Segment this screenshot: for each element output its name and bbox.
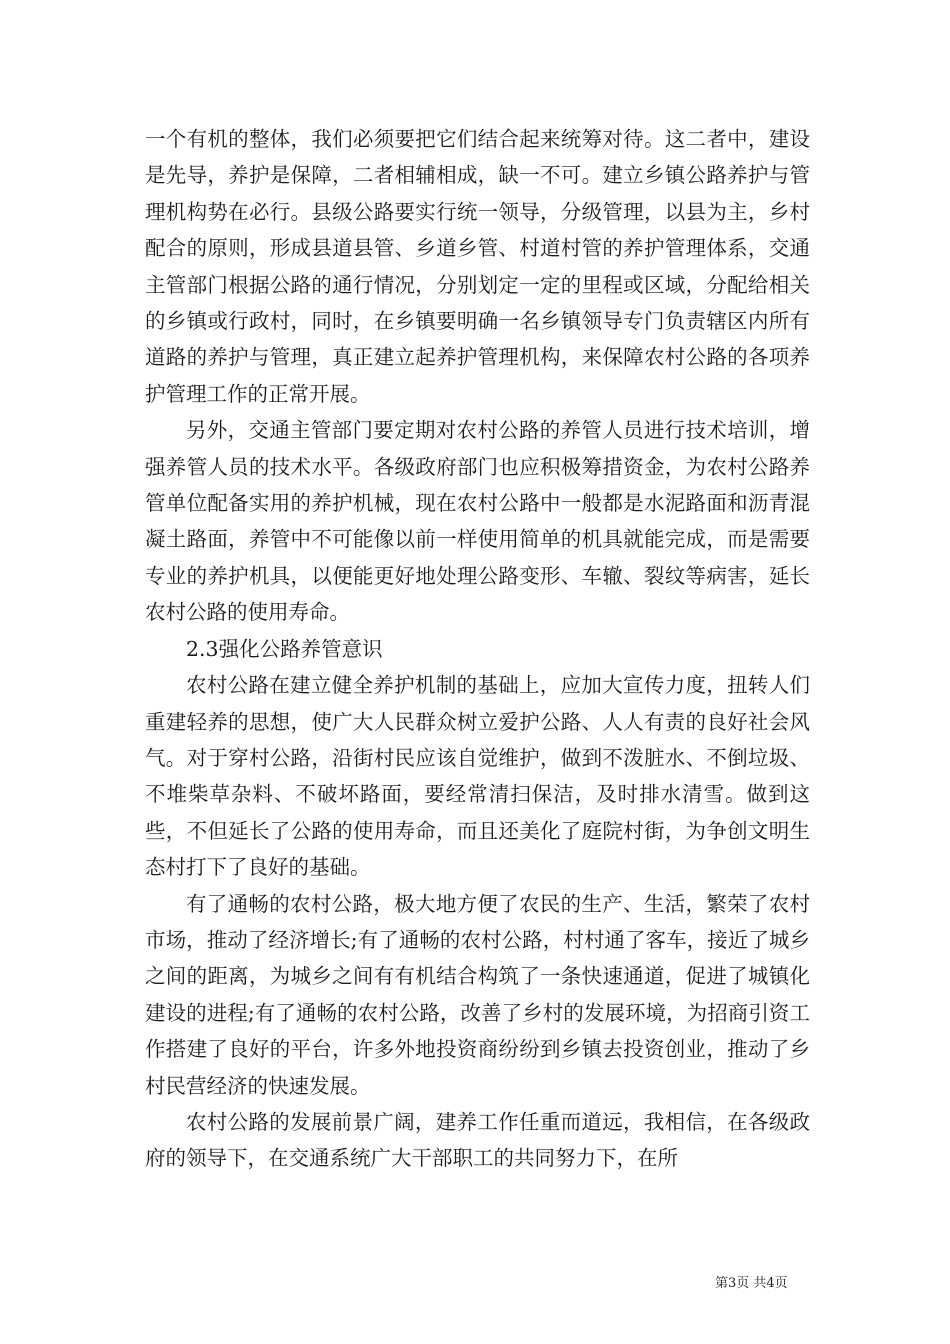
page-number: 第3页 共4页	[715, 1276, 788, 1291]
paragraph-3: 农村公路在建立健全养护机制的基础上，应加大宣传力度，扭转人们重建轻养的思想，使广大人民群众树立爱护公路、人人有责的良好社会风气。对于穿村公路，沿街村民应该自觉维护，做到不泼脏水、不倒垃圾、不堆柴草杂料、不破坏路面，要经常清扫保洁，及时排水清雪。做到这些，不但延长了公路的使用寿命，而且还美化了庭院村街，为争创文明生态村打下了良好的基础。	[145, 673, 810, 880]
paragraph-2: 另外，交通主管部门要定期对农村公路的养管人员进行技术培训，增强养管人员的技术水平。各级政府部门也应积极筹措资金，为农村公路养管单位配备实用的养护机械，现在农村公路中一般都是水泥路面和沥青混凝土路面，养管中不可能像以前一样使用简单的机具就能完成，而是需要专业的养护机具，以便能更好地处理公路变形、车辙、裂纹等病害，延长农村公路的使用寿命。	[145, 418, 810, 625]
document-body	[145, 121, 810, 1177]
paragraph-5: 农村公路的发展前景广阔，建养工作任重而道远，我相信，在各级政府的领导下，在交通系统广大干部职工的共同努力下，在所	[145, 1109, 810, 1171]
paragraph-4: 有了通畅的农村公路，极大地方便了农民的生产、生活，繁荣了农村市场，推动了经济增长;有了通畅的农村公路，村村通了客车，接近了城乡之间的距离，为城乡之间有有机结合构筑了一条快速通道，促进了城镇化建设的进程;有了通畅的农村公路，改善了乡村的发展环境，为招商引资工作搭建了良好的平台，许多外地投资商纷纷到乡镇去投资创业，推动了乡村民营经济的快速发展。	[145, 891, 810, 1098]
section-heading-2-3: 2.3强化公路养管意识	[186, 636, 383, 661]
paragraph-1: 一个有机的整体，我们必须要把它们结合起来统筹对待。这二者中，建设是先导，养护是保障，二者相辅相成，缺一不可。建立乡镇公路养护与管理机构势在必行。县级公路要实行统一领导，分级管理，以县为主，乡村配合的原则，形成县道县管、乡道乡管、村道村管的养护管理体系，交通主管部门根据公路的通行情况，分别划定一定的里程或区域，分配给相关的乡镇或行政村，同时，在乡镇要明确一名乡镇领导专门负责辖区内所有道路的养护与管理，真正建立起养护管理机构，来保障农村公路的各项养护管理工作的正常开展。	[145, 127, 810, 406]
